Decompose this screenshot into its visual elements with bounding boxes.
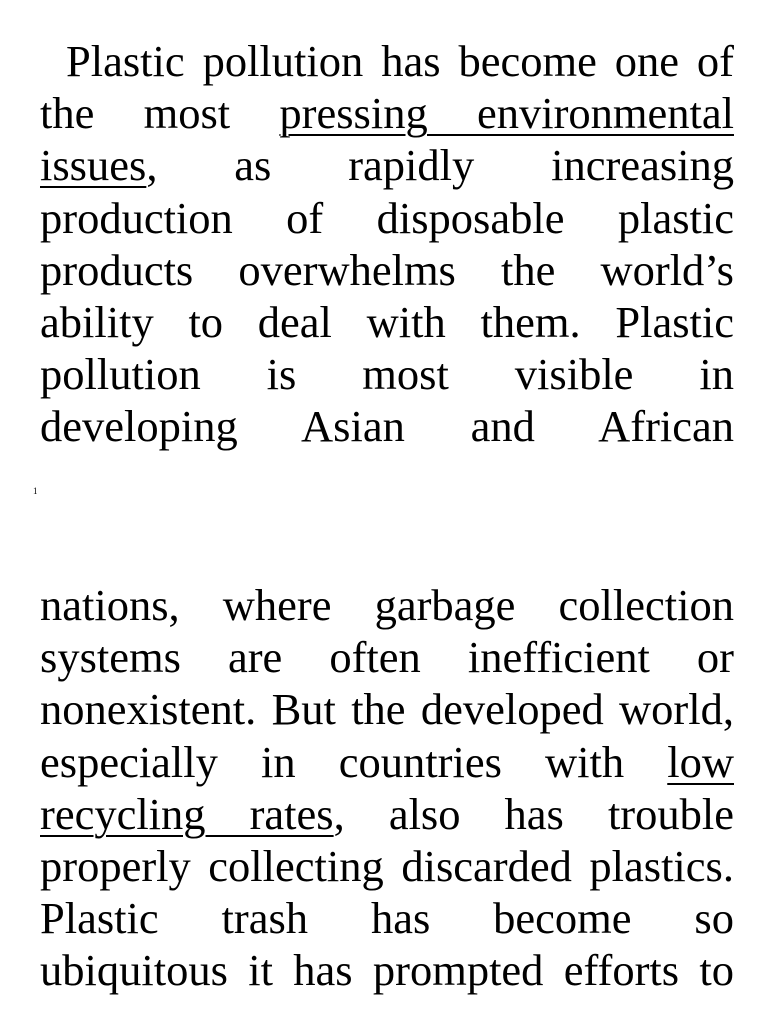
underlined-text: issues <box>40 140 147 191</box>
text-line <box>40 683 734 735</box>
text-run: , also has trouble <box>333 788 734 839</box>
text-line <box>40 788 734 840</box>
text-line <box>40 296 734 348</box>
text-line <box>40 192 734 244</box>
page-number: 1 <box>33 486 38 496</box>
text-run: ability to deal with them. Plastic <box>40 296 734 347</box>
underlined-text: low <box>667 736 734 787</box>
text-line <box>40 736 734 788</box>
text-run: systems are often inefficient or <box>40 632 734 683</box>
text-run: products overwhelms the world’s <box>40 244 734 295</box>
text-run: nonexistent. But the developed world, <box>40 684 734 735</box>
paragraph-part-1 <box>40 35 734 453</box>
text-line <box>40 139 734 191</box>
text-line <box>40 244 734 296</box>
text-run: pollution is most visible in <box>40 349 734 400</box>
text-line <box>40 35 734 87</box>
text-line <box>40 631 734 683</box>
underlined-text: pressing environmental <box>279 88 734 139</box>
text-run: especially in countries with <box>40 736 668 787</box>
text-run: nations, where garbage collection <box>40 580 734 630</box>
text-run: developing Asian and African <box>40 401 734 452</box>
text-run: Plastic trash has become so <box>40 893 734 944</box>
text-line <box>40 944 734 996</box>
text-run: properly collecting discarded plastics. <box>40 840 734 891</box>
text-line <box>40 840 734 892</box>
text-run: , as rapidly increasing <box>146 140 734 191</box>
paragraph-part-2 <box>40 579 734 997</box>
text-line <box>40 87 734 139</box>
text-run: Plastic pollution has become one of <box>66 36 734 86</box>
text-line <box>40 400 734 452</box>
text-run: ubiquitous it has prompted efforts to <box>40 945 734 996</box>
text-run: production of disposable plastic <box>40 192 734 243</box>
underlined-text: recycling rates <box>40 788 334 839</box>
text-line <box>40 892 734 944</box>
text-line <box>40 579 734 631</box>
text-run: the most <box>40 88 280 139</box>
text-line <box>40 348 734 400</box>
